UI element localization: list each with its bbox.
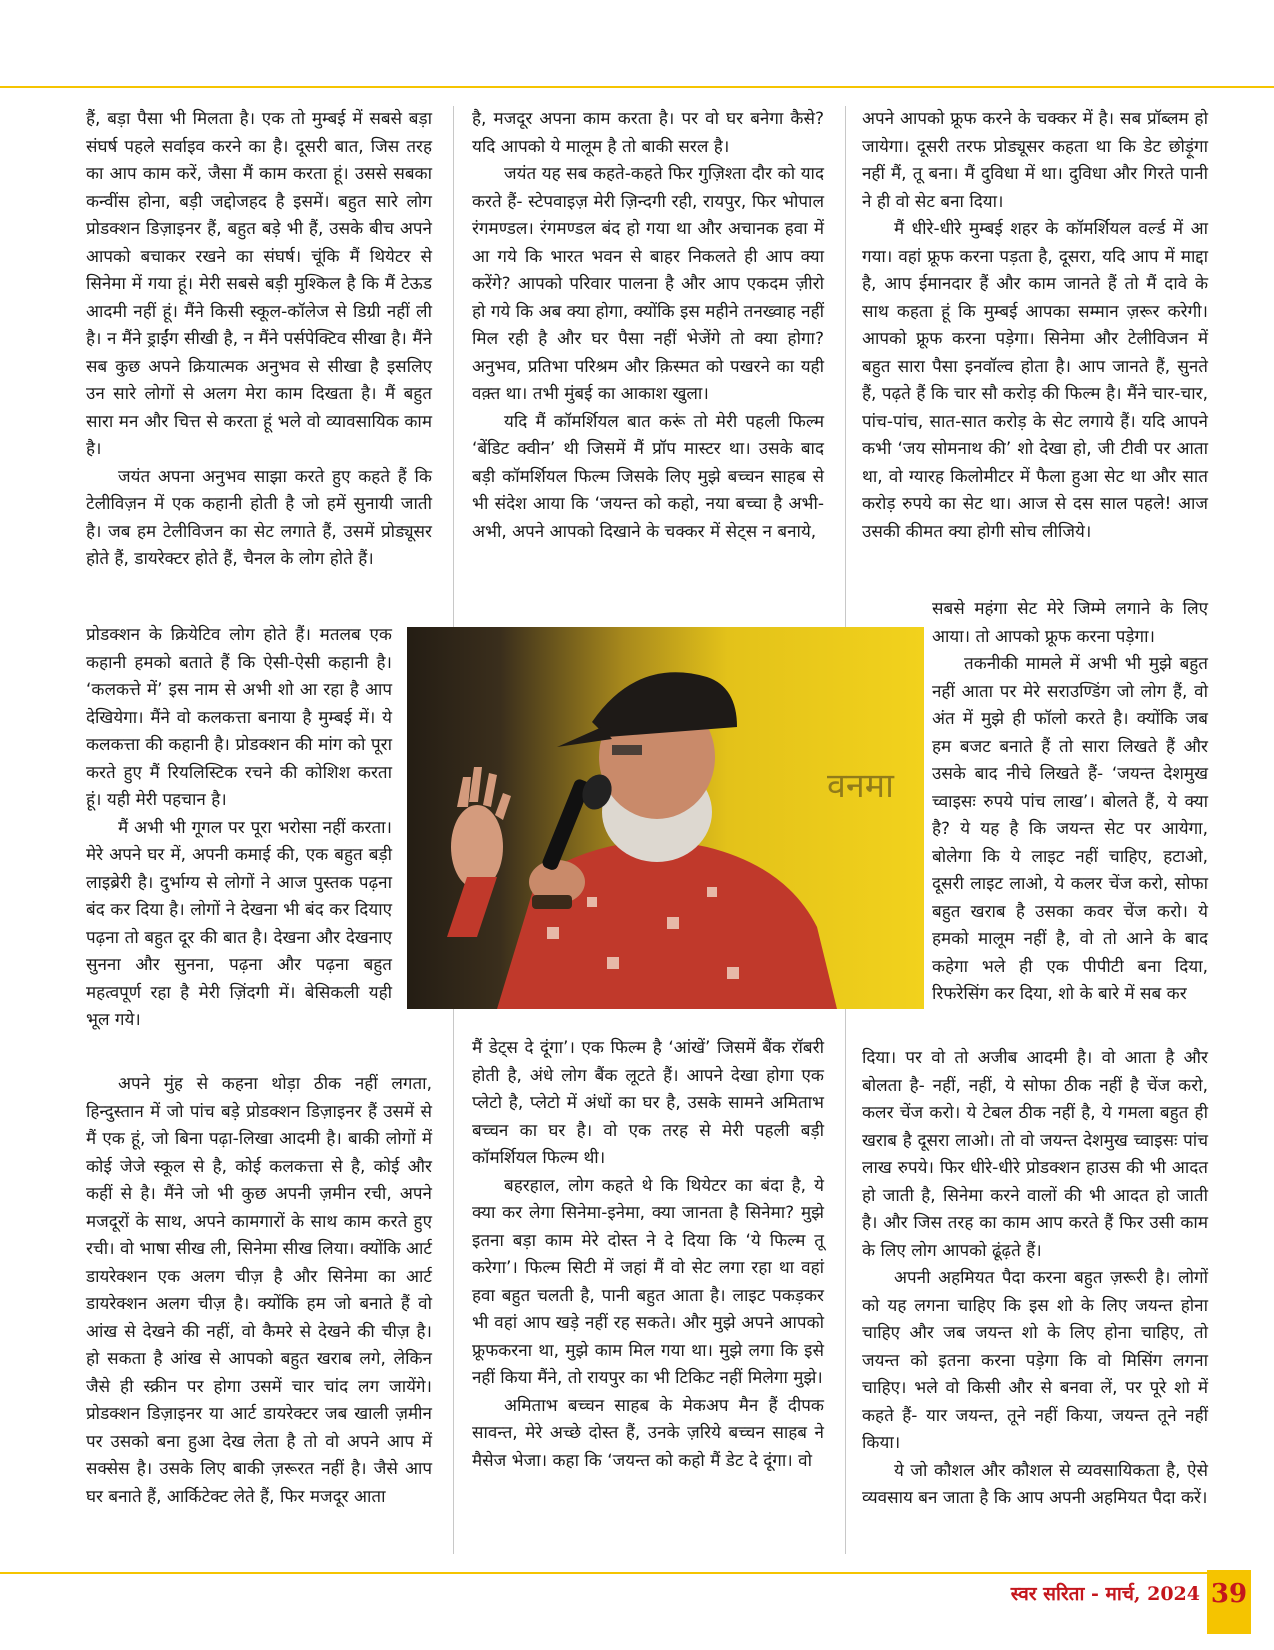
paragraph: अमिताभ बच्चन साहब के मेकअप मैन हैं दीपक सावन्त, मेरे अच्छे दोस्त हैं, उनके ज़रिये बच्चन साहब ने मैसेज भेजा। कहा कि ‘जयन्त को कहो मैं डेट दे दूंगा। वो <box>472 1395 824 1471</box>
paragraph: बहरहाल, लोग कहते थे कि थियेटर का बंदा है, ये क्या कर लेगा सिनेमा-इनेमा, क्या जानता है सिनेमा? मुझे इतना बड़ा काम मेरे दोस्त ने दे दिया कि ‘ये फिल्म तू करेगा’। फिल्म सिटी में जहां मैं वो सेट लगा रहा था वहां हवा बहुत चलती है, पानी बहुत आता है। लाइट पकड़कर भी वहां आप खड़े नहीं रह सकते। और मुझे अपने आपको फ्रूफकरना था, मुझे काम मिल गया था। मुझे लगा कि इसे नहीं किया मैंने, तो रायपुर का भी टिकिट नहीं मिलेगा मुझे। <box>472 1175 824 1388</box>
column-2-top <box>472 106 824 546</box>
paragraph: अपनी अहमियत पैदा करना बहुत ज़रूरी है। लोगों को यह लगना चाहिए कि इस शो के लिए जयन्त होना चाहिए और जब जयन्त शो के लिए होना चाहिए, तो जयन्त को इतना करना पड़ेगा कि वो मिसिंग लगना चाहिए। भले वो किसी और से बनवा लें, पर पूरे शो में कहते हैं- यार जयन्त, तूने नहीं किया, जयन्त तूने नहीं किया। <box>862 1268 1208 1453</box>
paragraph: अपने आपको फ्रूफ करने के चक्कर में है। सब प्रॉब्लम हो जायेगा। दूसरी तरफ प्रोड्यूसर कहता था कि डेट छोड़ूंगा नहीं मैं, तू बना। मैं दुविधा में था। दुविधा और गिरते पानी ने ही वो सेट बना दिया। <box>862 109 1208 212</box>
column-3-top <box>862 106 1208 546</box>
paragraph: मैं अभी भी गूगल पर पूरा भरोसा नहीं करता। मेरे अपने घर में, अपनी कमाई की, एक बहुत बड़ी लाइब्रेरी है। दुर्भाग्य से लोगों ने आज पुस्तक पढ़ना बंद कर दिया है। लोगों ने देखना भी बंद कर दियाए पढ़ना तो बहुत दूर की बात है। देखना और देखनाए सुनना और सुनना, पढ़ना और पढ़ना बहुत महत्वपूर्ण रहा है मेरी ज़िंदगी में। बेसिकली यही भूल गये। <box>86 817 392 1030</box>
paragraph: प्रोडक्शन के क्रियेटिव लोग होते हैं। मतलब एक कहानी हमको बताते हैं कि ऐसी-ऐसी कहानी है। ‘कलकत्ते में’ इस नाम से अभी शो आ रहा है आप देखियेगा। मैंने वो कलकत्ता बनाया है मुम्बई में। ये कलकत्ता की कहानी है। प्रोडक्शन की मांग को पूरा करते हुए मैं रियलिस्टिक रचने की कोशिश करता हूं। यही मेरी पहचान है। <box>86 625 392 810</box>
column-2-bottom <box>472 1035 824 1475</box>
paragraph: सबसे महंगा सेट मेरे जिम्मे लगाने के लिए आया। तो आपको फ्रूफ करना पड़ेगा। <box>932 599 1208 647</box>
speaker-photo <box>407 627 924 1009</box>
column-1-bottom <box>86 1071 432 1511</box>
column-1-top <box>86 106 432 574</box>
magazine-footer: स्वर सरिता - मार्च, 2024 <box>1010 1583 1200 1605</box>
column-3-beside-photo <box>932 596 1208 1009</box>
paragraph: जयंत अपना अनुभव साझा करते हुए कहते हैं कि टेलीविज़न में एक कहानी होती है जो हमें सुनायी जाती है। जब हम टेलीविजन का सेट लगाते हैं, उसमें प्रोड्यूसर होते हैं, डायरेक्टर होते हैं, चैनल के लोग होते हैं। <box>86 466 432 569</box>
column-1-beside-photo <box>86 622 392 1035</box>
paragraph: मैं डेट्स दे दूंगा’। एक फिल्म है ‘आंखें’ जिसमें बैंक रॉबरी होती है, अंधे लोग बैंक लूटते हैं। आपने देखा होगा एक प्लेटो है, प्लेटो में अंधों का घर है, उसके सामने अमिताभ बच्चन का घर है। वो एक तरह से मेरी पहली बड़ी कॉमर्शियल फिल्म थी। <box>472 1038 824 1168</box>
top-rule <box>0 86 1274 88</box>
speaker-illustration <box>407 627 924 1009</box>
paragraph: यदि मैं कॉमर्शियल बात करूं तो मेरी पहली फिल्म ‘बेंडिट क्वीन’ थी जिसमें मैं प्रॉप मास्टर था। उसके बाद बड़ी कॉमर्शियल फिल्म जिसके लिए मुझे बच्चन साहब से भी संदेश आया कि ‘जयन्त को कहो, नया बच्चा है अभी-अभी, अपने आपको दिखाने के चक्कर में सेट्स न बनाये, <box>472 411 824 542</box>
paragraph: ये जो कौशल और कौशल से व्यवसायिकता है, ऐसे व्यवसाय बन जाता है कि आप अपनी अहमियत पैदा करें। <box>862 1460 1208 1508</box>
paragraph: अपने मुंह से कहना थोड़ा ठीक नहीं लगता, हिन्दुस्तान में जो पांच बड़े प्रोडक्शन डिज़ाइनर हैं उसमें से मैं एक हूं, जो बिना पढ़ा-लिखा आदमी है। बाकी लोगों में कोई जेजे स्कूल से है, कोई कलकत्ता से है, कोई और कहीं से है। मैंने जो भी कुछ अपनी ज़मीन रची, अपने मजदूरों के साथ, अपने कामगारों के साथ काम करते हुए रची। वो भाषा सीख ली, सिनेमा सीख लिया। क्योंकि आर्ट डायरेक्शन एक अलग चीज़ है और सिनेमा का आर्ट डायरेक्शन अलग चीज़ है। क्योंकि हम जो बनाते हैं वो आंख से देखने की नहीं, वो कैमरे से देखने की चीज़ है। हो सकता है आंख से आपको बहुत खराब लगे, लेकिन जैसे ही स्क्रीन पर होगा उसमें चार चांद लग जायेंगे। प्रोडक्शन डिज़ाइनर या आर्ट डायरेक्टर जब खाली ज़मीन पर उसको बना हुआ देख लेता है तो वो अपने आप में सक्सेस है। उसके लिए बाकी ज़रूरत नहीं है। जैसे आप घर बनाते हैं, आर्किटेक्ट लेते हैं, फिर मजदूर आता <box>86 1074 432 1507</box>
page-number: 39 <box>1207 1570 1251 1634</box>
banner-text: वनमा <box>827 766 894 806</box>
paragraph: दिया। पर वो तो अजीब आदमी है। वो आता है और बोलता है- नहीं, नहीं, ये सोफा ठीक नहीं है चेंज करो, कलर चेंज करो। ये टेबल ठीक नहीं है, ये गमला बहुत ही खराब है दूसरा लाओ। तो वो जयन्त देशमुख च्वाइसः पांच लाख रुपये। फिर धीरे-धीरे प्रोडक्शन हाउस की भी आदत हो जाती है, सिनेमा करने वालों की भी आदत हो जाती है। और जिस तरह का काम आप करते हैं फिर उसी काम के लिए लोग आपको ढूंढ़ते हैं। <box>862 1048 1208 1261</box>
paragraph: हैं, बड़ा पैसा भी मिलता है। एक तो मुम्बई में सबसे बड़ा संघर्ष पहले सर्वाइव करने का है। दूसरी बात, जिस तरह का आप काम करें, जैसा मैं काम करता हूं। उससे सबका कन्वींस होना, बड़ी जद्दोजहद है इसमें। बहुत सारे लोग प्रोडक्शन डिज़ाइनर हैं, बहुत बड़े भी हैं, उसके बीच अपने आपको बचाकर रखने का संघर्ष। चूंकि मैं थियेटर से सिनेमा में गया हूं। मेरी सबसे बड़ी मुश्किल है कि मैं टेऊड आदमी नहीं हूं। मैंने किसी स्कूल-कॉलेज से डिग्री नहीं ली है। न मैंने ड्राईंग सीखी है, न मैंने पर्सपेक्टिव सीखा है। मैंने सब कुछ अपने क्रियात्मक अनुभव से सीखा है इसलिए उन सारे लोगों से अलग मेरा काम दिखता है। मैं बहुत सारा मन और चित्त से करता हूं भले वो व्यावसायिक काम है। <box>86 109 432 459</box>
paragraph: जयंत यह सब कहते-कहते फिर गुज़िश्ता दौर को याद करते हैं- स्टेपवाइज़ मेरी ज़िन्दगी रही, रायपुर, फिर भोपाल रंगमण्डल। रंगमण्डल बंद हो गया था और अचानक हवा में आ गये कि भारत भवन से बाहर निकलते ही आप क्या करेंगे? आपको परिवार पालना है और आप एकदम ज़ीरो हो गये कि अब क्या होगा, क्योंकि इस महीने तनख्वाह नहीं मिल रही है और घर पैसा नहीं भेजेंगे तो क्या होगा? अनुभव, प्रतिभा परिश्रम और क़िस्मत को पखरने का यही वक़्त था। तभी मुंबई का आकाश खुला। <box>472 164 824 404</box>
paragraph: है, मजदूर अपना काम करता है। पर वो घर बनेगा कैसे? यदि आपको ये मालूम है तो बाकी सरल है। <box>472 109 824 157</box>
column-3-bottom <box>862 1045 1208 1513</box>
paragraph: मैं धीरे-धीरे मुम्बई शहर के कॉमर्शियल वर्ल्ड में आ गया। वहां फ्रूफ करना पड़ता है, दूसरा, यदि आप में माद्दा है, आप ईमानदार हैं और काम जानते हैं तो मैं दावे के साथ कहता हूं कि मुम्बई आपका सम्मान ज़रूर करेगी। आपको फ्रूफ करना पड़ेगा। सिनेमा और टेलीविजन में बहुत सारा पैसा इनवॉल्व होता है। आप जानते हैं, सुनते हैं, पढ़ते हैं कि चार सौ करोड़ की फिल्म है। मैंने चार-चार, पांच-पांच, सात-सात करोड़ के सेट लगाये हैं। यदि आपने कभी ‘जय सोमनाथ की’ शो देखा हो, जी टीवी पर आता था, वो ग्यारह किलोमीटर में फैला हुआ सेट था और सात करोड़ रुपये का सेट था। आज से दस साल पहले! आज उसकी कीमत क्या होगी सोच लीजिये। <box>862 219 1208 542</box>
paragraph: तकनीकी मामले में अभी भी मुझे बहुत नहीं आता पर मेरे सराउण्डिंग जो लोग हैं, वो अंत में मुझे ही फॉलो करते है। क्योंकि जब हम बजट बनाते हैं तो सारा लिखते हैं और उसके बाद नीचे लिखते हैं- ‘जयन्त देशमुख च्वाइसः रुपये पांच लाख’। बोलते हैं, ये क्या है? ये यह है कि जयन्त सेट पर आयेगा, बोलेगा कि ये लाइट नहीं चाहिए, हटाओ, दूसरी लाइट लाओ, ये कलर चेंज करो, सोफा बहुत खराब है उसका कवर चेंज करो। ये हमको मालूम नहीं है, वो तो आने के बाद कहेगा भले ही एक पीपीटी बना दिया, रिफरेसिंग कर दिया, शो के बारे में सब कर <box>932 654 1208 1004</box>
